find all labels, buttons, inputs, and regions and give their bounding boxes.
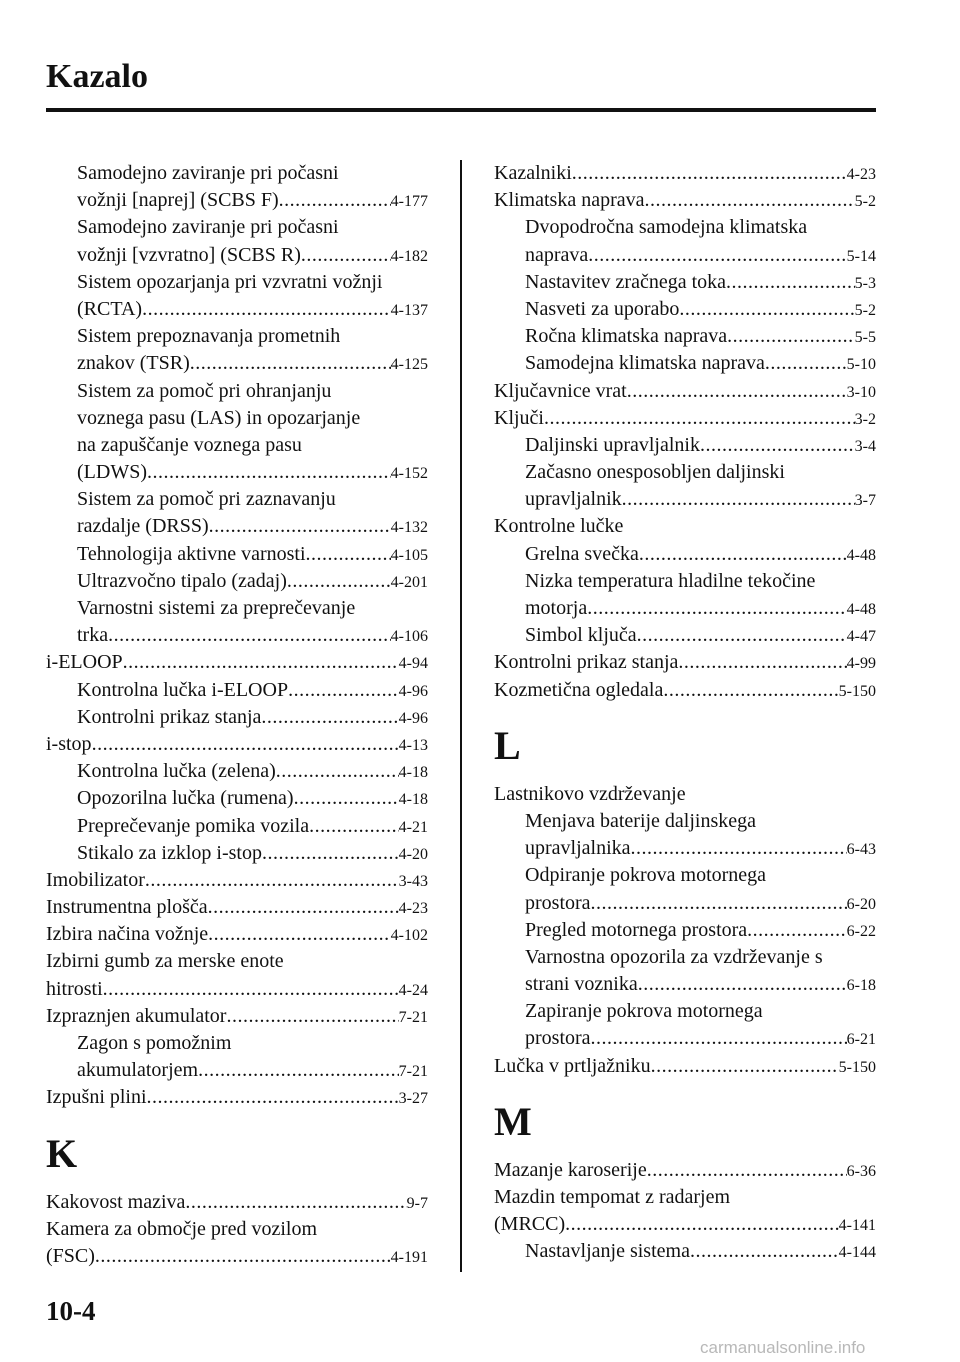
entry-text: Samodejna klimatska naprava — [525, 352, 765, 375]
page-reference: 4-132 — [390, 519, 428, 537]
index-entry-line — [46, 486, 428, 513]
dot-leader — [147, 459, 391, 486]
index-entry-line — [46, 214, 428, 241]
entry-text: Izpušni plini — [46, 1086, 147, 1109]
dot-leader — [747, 917, 847, 944]
dot-leader — [690, 1238, 839, 1265]
page-reference: 4-96 — [398, 709, 428, 727]
entry-text: Odpiranje pokrova motornega — [525, 864, 767, 887]
page-reference: 4-106 — [390, 628, 428, 646]
index-entry-line — [494, 808, 876, 835]
dot-leader — [638, 971, 847, 998]
entry-text: Menjava baterije daljinskega — [525, 809, 757, 832]
index-entry-line — [494, 998, 876, 1025]
dot-leader — [262, 840, 399, 867]
dot-leader — [108, 622, 391, 649]
section-letter: L — [494, 722, 521, 768]
page-reference: 4-125 — [390, 356, 428, 374]
page-reference: 5-14 — [846, 247, 876, 265]
index-entry-line — [494, 595, 876, 622]
index-entry-line — [494, 405, 876, 432]
dot-leader — [279, 187, 391, 214]
index-entry-line — [494, 862, 876, 889]
page-reference: 4-99 — [846, 655, 876, 673]
index-entry-line — [494, 649, 876, 676]
index-entry-line — [46, 1003, 428, 1030]
entry-text: vožnji [vzvratno] (SCBS R) — [77, 243, 301, 266]
entry-text: Nizka temperatura hladilne tekočine — [525, 569, 816, 592]
page-reference: 4-24 — [398, 981, 428, 999]
dot-leader — [190, 350, 391, 377]
dot-leader — [700, 432, 855, 459]
entry-text: Varnostni sistemi za preprečevanje — [77, 597, 356, 619]
entry-text: Ultrazvočno tipalo (zadaj) — [77, 569, 287, 592]
dot-leader — [208, 894, 399, 921]
page-reference: 4-177 — [390, 193, 428, 211]
dot-leader — [185, 1189, 406, 1216]
page-reference: 3-4 — [854, 437, 876, 455]
index-entry-line — [494, 1184, 876, 1211]
entry-text: Kontrolna lučka i-ELOOP — [77, 678, 289, 701]
entry-text: Nastavljanje sistema — [525, 1240, 690, 1263]
dot-leader — [142, 296, 391, 323]
entry-text: Nasveti za uporabo — [525, 297, 680, 320]
index-entry-line — [494, 459, 876, 486]
entry-text: Mazanje karoserije — [494, 1158, 647, 1181]
dot-leader — [727, 323, 855, 350]
page-reference: 4-144 — [838, 1244, 876, 1262]
index-entry-line — [494, 160, 876, 187]
dot-leader — [631, 835, 847, 862]
entry-text: Mazdin tempomat z radarjem — [494, 1186, 731, 1208]
index-entry-line — [46, 976, 428, 1003]
entry-text: (FSC) — [46, 1244, 95, 1267]
section-letter: M — [494, 1098, 532, 1144]
dot-leader — [287, 568, 391, 595]
entry-text: Samodejno zaviranje pri počasni — [77, 162, 339, 184]
page-reference: 5-150 — [838, 682, 876, 700]
index-entry-line — [494, 350, 876, 377]
index-entry-line — [46, 1216, 428, 1243]
page-reference: 3-2 — [854, 410, 876, 428]
index-column-right — [494, 160, 876, 1266]
page-reference: 6-20 — [846, 895, 876, 913]
index-entry-line — [494, 944, 876, 971]
entry-text: prostora — [525, 1027, 591, 1050]
entry-text: Kontrolne lučke — [494, 515, 624, 538]
page-reference: 6-36 — [846, 1162, 876, 1180]
entry-text: Tehnologija aktivne varnosti — [77, 542, 306, 565]
entry-text: i-stop — [46, 732, 92, 755]
index-entry-line — [46, 187, 428, 214]
index-entry-line — [494, 835, 876, 862]
entry-text: hitrosti — [46, 977, 103, 1000]
entry-text: Pregled motornega prostora — [525, 918, 748, 941]
index-entry-line — [46, 160, 428, 187]
index-entry-line — [46, 459, 428, 486]
dot-leader — [145, 867, 399, 894]
page-reference: 6-21 — [846, 1031, 876, 1049]
page-reference: 5-2 — [854, 193, 876, 211]
entry-text: i-ELOOP — [46, 651, 123, 674]
dot-leader — [639, 541, 847, 568]
dot-leader — [309, 813, 399, 840]
dot-leader — [301, 242, 391, 269]
index-entry-line — [46, 432, 428, 459]
index-entry-line — [494, 541, 876, 568]
entry-text: Kontrolni prikaz stanja — [494, 651, 679, 674]
entry-text: prostora — [525, 891, 591, 914]
index-entry-line — [494, 1238, 876, 1265]
entry-text: (MRCC) — [494, 1213, 566, 1236]
dot-leader — [637, 622, 847, 649]
index-entry-line — [46, 1084, 428, 1111]
header-rule — [46, 108, 876, 112]
dot-leader — [208, 921, 391, 948]
page-reference: 5-3 — [854, 274, 876, 292]
page-reference: 5-2 — [854, 301, 876, 319]
index-entry-line — [46, 269, 428, 296]
page-reference: 4-105 — [390, 546, 428, 564]
dot-leader — [288, 677, 399, 704]
page-reference: 3-7 — [854, 492, 876, 510]
dot-leader — [306, 541, 391, 568]
page-reference: 3-10 — [846, 383, 876, 401]
dot-leader — [651, 1053, 839, 1080]
page-reference: 5-150 — [838, 1058, 876, 1076]
dot-leader — [588, 242, 846, 269]
index-entry-line — [46, 785, 428, 812]
index-entry-line — [46, 595, 428, 622]
index-entry-line — [46, 242, 428, 269]
index-entry-line — [494, 781, 876, 808]
entry-text: strani voznika — [525, 973, 638, 996]
entry-text: Dvopodročna samodejna klimatska — [525, 216, 808, 239]
index-entry-line — [494, 323, 876, 350]
index-entry-line — [494, 1157, 876, 1184]
page-reference: 4-18 — [398, 764, 428, 782]
dot-leader — [198, 1057, 399, 1084]
dot-leader — [622, 486, 855, 513]
entry-text: motorja — [525, 597, 588, 619]
entry-text: Kamera za območje pred vozilom — [46, 1217, 317, 1240]
entry-text: Zagon s pomožnim — [77, 1032, 232, 1054]
entry-text: Nastavitev zračnega toka — [525, 270, 727, 293]
watermark: carmanualsonline.info — [700, 1338, 866, 1357]
entry-text: Preprečevanje pomika vozila — [77, 814, 310, 837]
index-entry-line — [494, 677, 876, 704]
page-reference: 4-48 — [846, 601, 876, 618]
index-entry-line — [494, 971, 876, 998]
entry-text: Kontrolna lučka (zelena) — [77, 760, 276, 783]
entry-text: Sistem za pomoč pri ohranjanju — [77, 379, 332, 402]
entry-text: Ključavnice vrat — [494, 379, 627, 402]
page-reference: 4-102 — [390, 927, 428, 945]
entry-text: Kozmetična ogledala — [494, 678, 664, 701]
dot-leader — [647, 1157, 847, 1184]
entry-text: upravljalnika — [525, 837, 631, 860]
entry-text: Začasno onesposobljen daljinski — [525, 461, 785, 484]
entry-text: Imobilizator — [46, 868, 145, 891]
page-reference: 9-7 — [406, 1194, 428, 1212]
page-reference: 4-182 — [390, 247, 428, 265]
dot-leader — [261, 704, 398, 731]
entry-text: Sistem prepoznavanja prometnih — [77, 325, 341, 348]
entry-text: (RCTA) — [77, 297, 143, 320]
index-entry-line — [494, 568, 876, 595]
index-entry-line — [494, 187, 876, 214]
entry-text: Izpraznjen akumulator — [46, 1004, 227, 1027]
index-entry-line — [46, 813, 428, 840]
dot-leader — [591, 1025, 847, 1052]
entry-text: Ključi — [494, 406, 544, 429]
index-entry-line — [46, 1030, 428, 1057]
entry-text: Kontrolni prikaz stanja — [77, 705, 262, 728]
page-reference: 4-137 — [390, 301, 428, 319]
page-reference: 4-94 — [398, 655, 428, 673]
entry-text: upravljalnik — [525, 488, 622, 511]
index-entry-line — [46, 840, 428, 867]
page-reference: 4-18 — [398, 791, 428, 809]
entry-text: Sistem za pomoč pri zaznavanju — [77, 488, 336, 511]
page-reference: 7-21 — [398, 1008, 428, 1026]
dot-leader — [591, 890, 847, 917]
entry-text: (LDWS) — [77, 461, 147, 484]
entry-text: znakov (TSR) — [77, 352, 190, 375]
dot-leader — [572, 160, 847, 187]
dot-leader — [294, 785, 399, 812]
dot-leader — [103, 976, 399, 1003]
entry-text: Samodejno zaviranje pri počasni — [77, 216, 339, 239]
entry-text: akumulatorjem — [77, 1059, 199, 1082]
index-entry-line — [46, 649, 428, 676]
dot-leader — [726, 269, 855, 296]
index-entry-line — [46, 1189, 428, 1216]
dot-leader — [663, 677, 838, 704]
index-entry-line — [46, 948, 428, 975]
page-reference: 3-27 — [398, 1090, 428, 1108]
index-entry-line — [46, 704, 428, 731]
index-entry-line — [494, 296, 876, 323]
entry-text: Ročna klimatska naprava — [525, 325, 728, 348]
index-entry-line — [46, 405, 428, 432]
index-entry-line — [46, 1057, 428, 1084]
entry-text: trka — [77, 624, 109, 647]
index-column-left — [46, 160, 428, 1270]
dot-leader — [95, 1243, 391, 1270]
index-entry-line — [46, 323, 428, 350]
page-reference: 4-13 — [398, 736, 428, 754]
index-entry-line — [494, 242, 876, 269]
index-entry-line — [494, 1025, 876, 1052]
index-entry-line — [46, 513, 428, 540]
index-entry-line — [494, 513, 876, 540]
entry-text: Izbira načina vožnje — [46, 923, 209, 946]
entry-text: razdalje (DRSS) — [77, 515, 209, 538]
page-reference: 4-48 — [846, 546, 876, 564]
index-entry-line — [46, 867, 428, 894]
index-entry-line — [494, 890, 876, 917]
entry-text: Instrumentna plošča — [46, 896, 208, 919]
page-reference: 3-43 — [398, 872, 428, 890]
page-reference: 6-18 — [846, 977, 876, 995]
entry-text: voznega pasu (LAS) in opozarjanje — [77, 406, 361, 429]
entry-text: Lastnikovo vzdrževanje — [494, 782, 686, 805]
page-reference: 4-201 — [390, 573, 428, 591]
dot-leader — [209, 513, 391, 540]
index-entry-line — [46, 758, 428, 785]
page-number: 10-4 — [46, 1296, 96, 1326]
page-title: Kazalo — [46, 58, 148, 95]
dot-leader — [627, 378, 847, 405]
entry-text: Daljinski upravljalnik — [525, 433, 700, 456]
index-entry-line — [46, 296, 428, 323]
entry-text: Simbol ključa — [525, 624, 637, 647]
dot-leader — [276, 758, 399, 785]
page-reference: 4-152 — [390, 465, 428, 483]
entry-text: Lučka v prtljažniku — [494, 1054, 651, 1077]
index-entry-line — [46, 921, 428, 948]
entry-text: Kakovost maziva — [46, 1190, 186, 1213]
index-entry-line — [46, 541, 428, 568]
entry-text: Kazalniki — [494, 162, 572, 184]
dot-leader — [147, 1084, 399, 1111]
page-reference: 4-141 — [838, 1217, 876, 1235]
index-entry-line — [494, 486, 876, 513]
index-entry-line — [494, 269, 876, 296]
page-reference: 4-96 — [398, 682, 428, 700]
dot-leader — [123, 649, 399, 676]
entry-text: na zapuščanje voznega pasu — [77, 433, 302, 456]
entry-text: Stikalo za izklop i-stop — [77, 841, 262, 864]
page-reference: 4-23 — [846, 166, 876, 183]
page-reference: 4-20 — [398, 845, 428, 863]
index-entry-line — [494, 214, 876, 241]
dot-leader — [679, 296, 854, 323]
entry-text: Klimatska naprava — [494, 189, 645, 212]
entry-text: Zapiranje pokrova motornega — [525, 1000, 763, 1023]
entry-text: Sistem opozarjanja pri vzvratni vožnji — [77, 270, 383, 293]
page-reference: 4-47 — [846, 628, 876, 646]
entry-text: Grelna svečka — [525, 542, 639, 565]
index-entry-line — [46, 378, 428, 405]
page-reference: 4-191 — [390, 1248, 428, 1266]
entry-text: Opozorilna lučka (rumena) — [77, 787, 294, 810]
index-entry-line — [46, 568, 428, 595]
index-entry-line — [46, 622, 428, 649]
page-reference: 5-5 — [854, 329, 876, 347]
dot-leader — [678, 649, 846, 676]
index-entry-line — [494, 378, 876, 405]
dot-leader — [544, 405, 855, 432]
index-entry-line — [46, 894, 428, 921]
index-entry-line — [494, 1211, 876, 1238]
index-entry-line — [46, 350, 428, 377]
dot-leader — [587, 595, 846, 622]
dot-leader — [565, 1211, 839, 1238]
index-entry-line — [494, 917, 876, 944]
section-letter: K — [46, 1130, 78, 1176]
page-reference: 4-21 — [398, 818, 428, 836]
column-divider — [460, 160, 462, 1272]
index-entry-line — [46, 677, 428, 704]
page-reference: 5-10 — [846, 356, 876, 374]
entry-text: naprava — [525, 243, 589, 266]
index-entry-line — [46, 1243, 428, 1270]
page-reference: 4-23 — [398, 900, 428, 918]
page-reference: 6-43 — [846, 841, 876, 859]
page-reference: 7-21 — [398, 1063, 428, 1081]
dot-leader — [765, 350, 847, 377]
index-entry-line — [494, 432, 876, 459]
dot-leader — [226, 1003, 398, 1030]
entry-text: Varnostna opozorila za vzdrževanje s — [525, 945, 823, 968]
index-entry-line — [494, 622, 876, 649]
entry-text: vožnji [naprej] (SCBS F) — [77, 189, 279, 212]
dot-leader — [92, 731, 399, 758]
page-reference: 6-22 — [846, 922, 876, 940]
dot-leader — [645, 187, 855, 214]
index-entry-line — [494, 1053, 876, 1080]
entry-text: Izbirni gumb za merske enote — [46, 950, 284, 973]
index-entry-line — [46, 731, 428, 758]
